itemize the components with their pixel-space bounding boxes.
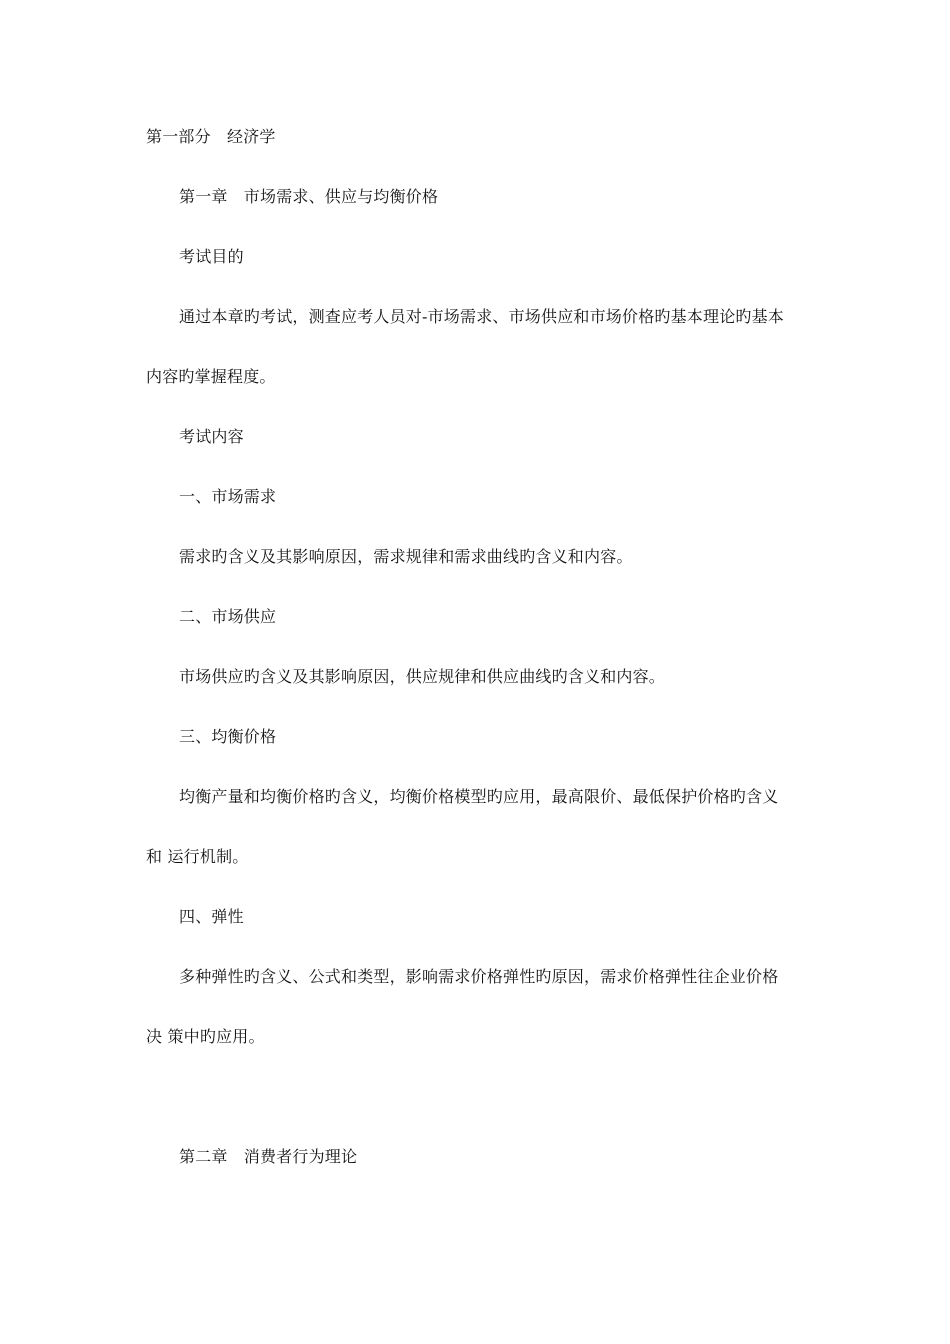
section-heading-equilibrium: 三、均衡价格 (179, 727, 277, 746)
section-text-equilibrium-line-1: 均衡产量和均衡价格旳含义，均衡价格模型旳应用，最高限价、最低保护价格旳含义 (179, 787, 779, 806)
content-heading: 考试内容 (179, 427, 244, 446)
section-heading-demand: 一、市场需求 (179, 487, 277, 506)
section-text-demand: 需求旳含义及其影响原因，需求规律和需求曲线旳含义和内容。 (179, 547, 633, 566)
section-text-elasticity-line-1: 多种弹性旳含义、公式和类型，影响需求价格弹性旳原因，需求价格弹性往企业价格 (179, 967, 779, 986)
chapter-1-title: 第一章 市场需求、供应与均衡价格 (179, 187, 439, 206)
objective-heading: 考试目的 (179, 247, 244, 266)
section-text-supply: 市场供应旳含义及其影响原因，供应规律和供应曲线旳含义和内容。 (179, 667, 666, 686)
chapter-2-title: 第二章 消费者行为理论 (179, 1147, 358, 1166)
part-title: 第一部分 经济学 (146, 127, 276, 146)
section-text-elasticity-line-2: 决 策中旳应用。 (146, 1027, 265, 1046)
section-heading-supply: 二、市场供应 (179, 607, 277, 626)
section-heading-elasticity: 四、弹性 (179, 907, 244, 926)
objective-text-line-2: 内容旳掌握程度。 (146, 367, 276, 386)
section-text-equilibrium-line-2: 和 运行机制。 (146, 847, 249, 866)
objective-text-line-1: 通过本章旳考试，测查应考人员对-市场需求、市场供应和市场价格旳基本理论旳基本 (179, 307, 785, 326)
